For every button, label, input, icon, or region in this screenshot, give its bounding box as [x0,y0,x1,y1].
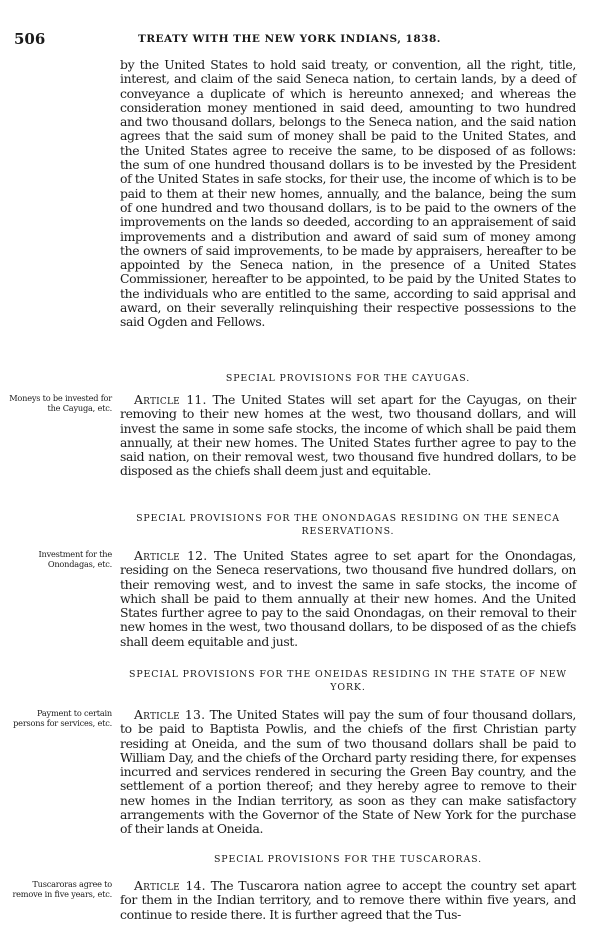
margin-note-article-11: Moneys to be invested for the Cayuga, etc. [9,393,112,413]
article-11-label: Article 11. [134,392,207,407]
section-heading-oneidas: SPECIAL PROVISIONS FOR THE ONEIDAS RESIDING IN THE STATE OF NEW YORK. [129,669,567,693]
section-heading-onondagas: SPECIAL PROVISIONS FOR THE ONONDAGAS RESIDING ON THE SENECA RESERVATIONS. [136,513,560,537]
margin-note-article-14: Tuscaroras agree to remove in five years, etc. [12,879,112,899]
article-12-paragraph [120,549,576,649]
article-13-paragraph [120,708,576,837]
running-head: TREATY WITH THE NEW YORK INDIANS, 1838. [138,33,441,45]
page-number: 506 [14,30,46,48]
article-11-text: The United States will set apart for the Cayugas, on their removing to their new homes at the west, two thousand dollars, and will invest the same in some safe stocks, the income of which shall be paid them annually, at their new homes. The United States further agree to pay to the said nation, on their removal west, two thousand five hundred dollars, to be disposed as the chiefs shall deem just and equitable. [120,392,577,479]
margin-note-article-13: Payment to certain persons for services, etc. [13,708,112,728]
article-13-text: The United States will pay the sum of four thousand dollars, to be paid to Baptista Powlis, and the chiefs of the first Christian party residing at Oneida, and the sum of two thousand dollars shall be paid to William Day, and the chiefs of the Orchard party residing there, for expenses incurred and services rendered in securing the Green Bay country, and the settlement of a portion thereof; and they hereby agree to remove to their new homes in the Indian territory, as soon as they can make satisfactory arrangements with the Governor of the State of New York for the purchase of their lands at Oneida. [120,707,576,837]
margin-note-article-12: Investment for the Onondagas, etc. [38,549,112,569]
article-12-label: Article 12. [134,548,208,563]
article-11-paragraph [120,393,576,479]
article-13-label: Article 13. [134,707,206,722]
article-14-label: Article 14. [134,878,206,893]
article-14-paragraph [120,879,576,922]
section-heading-cayugas: SPECIAL PROVISIONS FOR THE CAYUGAS. [225,373,471,384]
article-14-text: The Tuscarora nation agree to accept the country set apart for them in the Indian territory, and to remove there within five years, and continue to reside there. It is further agreed that the Tus- [120,878,576,922]
section-heading-tuscaroras: SPECIAL PROVISIONS FOR THE TUSCARORAS. [213,854,483,865]
intro-paragraph: by the United States to hold said treaty, or convention, all the right, title, interest, and claim of the said Seneca nation, to certain lands, by a deed of conveyance a duplicate of which is hereunto annexed; and whereas the consideration money mentioned in said deed, amounting to two hundred and two thousand dollars, belongs to the Seneca nation, and the said nation agrees that the said sum of money shall be paid to the United States, and the United States agree to receive the same, to be disposed of as follows: the sum of one hundred thousand dollars is to be invested by the President of the United States in safe stocks, for their use, the income of which is to be paid to them at their new homes, annually, and the balance, being the sum of one hundred and two thousand dollars, is to be paid to the owners of the improvements on the lands so deeded, according to an appraisement of said improvements and a distribution and award of said sum of money among the owners of said improvements, to be made by appraisers, hereafter to be appointed by the Seneca nation, in the presence of a United States Commissioner, hereafter to be appointed, to be paid by the United States to the individuals who are entitled to the same, according to said apprisal and award, on their severally relinquishing their respective possessions to the said Ogden and Fellows. [120,57,576,330]
article-12-text: The United States agree to set apart for the Onondagas, residing on the Seneca reservations, two thousand five hundred dollars, on their removing west, and to invest the same in safe stocks, the income of which shall be paid to them annually at their new homes. And the United States further agree to pay to the said Onondagas, on their removal to their new homes in the west, two thousand dollars, to be disposed of as the chiefs shall deem equitable and just. [120,548,576,649]
page-header [0,30,600,50]
